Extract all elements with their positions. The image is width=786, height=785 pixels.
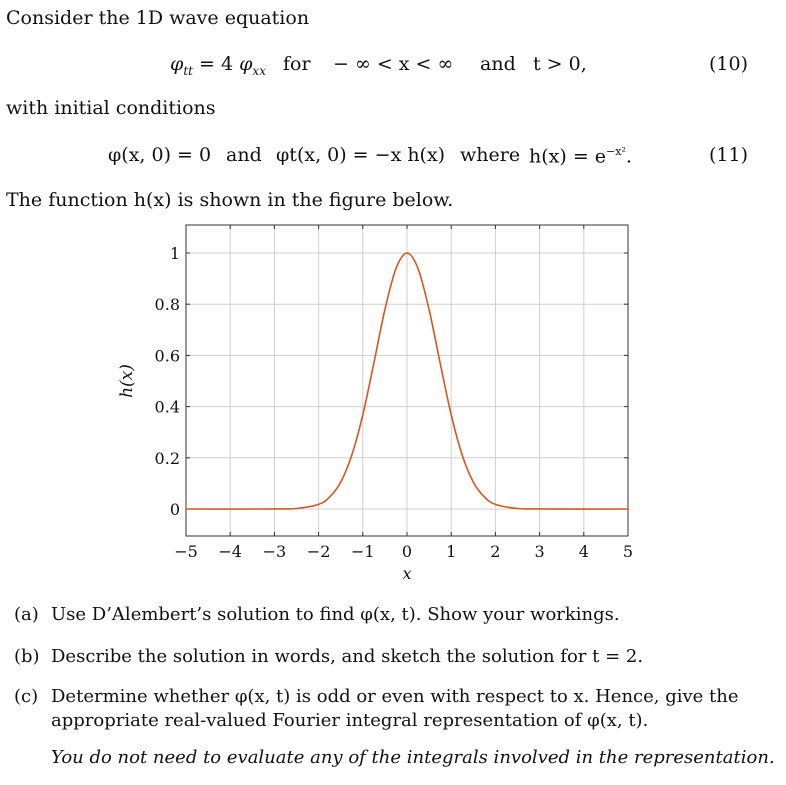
with-text: with initial conditions bbox=[6, 97, 216, 119]
x-tick-label: −2 bbox=[306, 542, 331, 561]
question-a-label: (a) bbox=[14, 604, 39, 625]
eq10-range: − ∞ < x < ∞ bbox=[333, 53, 454, 75]
x-tick-label: −3 bbox=[262, 542, 287, 561]
intro-text: Consider the 1D wave equation bbox=[6, 7, 310, 29]
y-tick-label: 0.8 bbox=[154, 295, 180, 315]
question-c-label: (c) bbox=[14, 686, 39, 707]
eq10-lhs: φ bbox=[170, 53, 184, 75]
y-tick-label: 0 bbox=[169, 500, 180, 519]
x-axis-label: x bbox=[402, 564, 412, 583]
eq11-tag: (11) bbox=[709, 144, 749, 166]
question-a-text: Use D’Alembert’s solution to find φ(x, t). Show your workings. bbox=[51, 604, 620, 625]
x-tick-label: −5 bbox=[174, 542, 198, 561]
eq11-part2: φt(x, 0) = −x h(x) bbox=[276, 144, 446, 166]
eq11-where: where bbox=[460, 144, 521, 166]
eq11-dot: . bbox=[625, 145, 632, 168]
y-tick-label: 0.6 bbox=[154, 346, 180, 366]
eq10-rhs: φ bbox=[239, 53, 253, 75]
y-tick-label: 0.4 bbox=[154, 397, 180, 417]
eq11-exp: −x² bbox=[606, 145, 626, 158]
x-tick-label: −4 bbox=[218, 542, 242, 561]
eq10-t: t > 0, bbox=[533, 53, 587, 75]
question-b-text: Describe the solution in words, and sketch the solution for t = 2. bbox=[51, 646, 644, 667]
y-tick-label: 1 bbox=[169, 244, 180, 263]
question-b bbox=[14, 646, 774, 670]
question-b-label: (b) bbox=[14, 646, 40, 667]
y-tick-label: 0.2 bbox=[154, 448, 180, 468]
eq10-eq: = 4 bbox=[192, 53, 240, 75]
eq10-and: and bbox=[480, 53, 516, 75]
x-tick-label: 3 bbox=[534, 542, 545, 561]
question-c-line1: Determine whether φ(x, t) is odd or even with respect to x. Hence, give the bbox=[51, 686, 739, 707]
question-c-line2: appropriate real-valued Fourier integral representation of φ(x, t). bbox=[51, 710, 649, 731]
x-tick-label: 0 bbox=[401, 542, 413, 561]
x-tick-label: 2 bbox=[490, 542, 501, 561]
eq11-h: h(x) = e bbox=[529, 145, 607, 168]
eq10-for: for bbox=[283, 53, 311, 75]
x-tick-label: 1 bbox=[446, 542, 457, 561]
eq11-part1: φ(x, 0) = 0 bbox=[108, 144, 212, 166]
eq11-and: and bbox=[226, 144, 262, 166]
x-tick-label: −1 bbox=[351, 542, 375, 561]
question-a bbox=[14, 604, 774, 628]
x-tick-label: 5 bbox=[622, 542, 634, 561]
note-text: You do not need to evaluate any of the integrals involved in the representation. bbox=[51, 747, 775, 768]
eq10-rhs-sub: xx bbox=[252, 63, 266, 78]
eq10-tag: (10) bbox=[709, 53, 749, 75]
question-c bbox=[14, 686, 774, 734]
figure-caption: The function h(x) is shown in the figure below. bbox=[6, 189, 454, 211]
eq10-lhs-sub: tt bbox=[183, 63, 193, 78]
x-tick-label: 4 bbox=[578, 542, 589, 561]
y-axis-label: h(x) bbox=[117, 364, 137, 398]
